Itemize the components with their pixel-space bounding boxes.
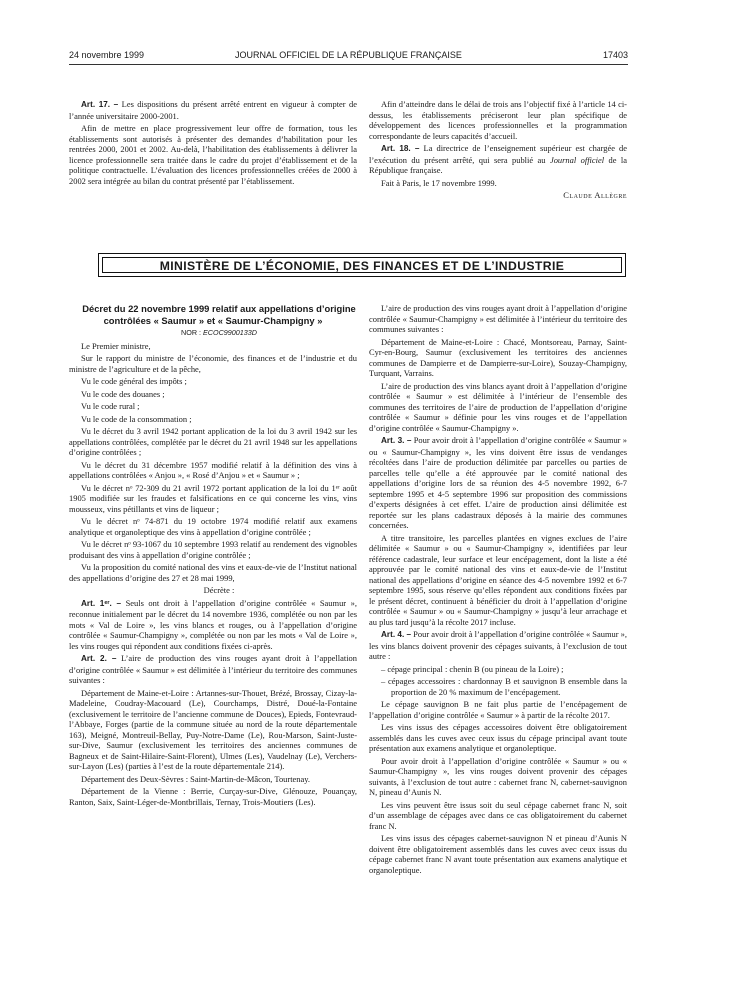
article-label: Art. 2. – bbox=[81, 654, 117, 663]
departement-deux-sevres: Département des Deux-Sèvres : Saint-Martin-de-Mâcon, Tourtenay. bbox=[81, 773, 311, 784]
ministry-box bbox=[98, 253, 626, 277]
decree-right-column bbox=[369, 303, 627, 877]
list-item: – cépage principal : chenin B (ou pineau de la Loire) ; bbox=[381, 663, 564, 674]
visa: Vu le code de la consommation ; bbox=[81, 413, 192, 424]
paragraph: A titre transitoire, les parcelles plantées en vignes exclues de l’aire délimitée « Saumur » ou « Saumur-Champigny », identifiées par leur référence cadastrale, leur surface et leur encépagement, dont la liste a été approuvée par le comité national des vins et eaux-de-vie de l’Institut national des appellations d’origine en séance des 4-5 novembre 1992 et 6-7 septembre 1995, sous réserve qu’elles répondent aux conditions fixées par le présent décret, continuent à bénéficier du droit à l’appellation d’origine contrôlée « Saumur » ou « Saumur-Champigny » jusqu’à leur arrachage et au plus tard jusqu’à la récolte 2017 incluse. bbox=[369, 532, 627, 627]
article-3: Art. 3. – Pour avoir droit à l’appellation d’origine contrôlée « Saumur » ou « Saumur-Champigny », les vins doivent être issus de vendanges récoltées dans l’aire de production délimitée par parcelles ou parties de parcelles telle qu’elle a été approuvée par le comité national des appellations d’origine lors de sa réunion des 4-5 novembre 1992, 6-7 septembre 1995 et 4-5 septembre 1996 sur proposition des commissions d’experts désignées à cet effet. L’aire de production ainsi délimitée est reportée sur les plans cadastraux déposés à la mairie des communes concernées. bbox=[369, 435, 627, 530]
visa: Vu le décret nᵒ 93-1067 du 10 septembre 1993 relatif au rendement des vignobles produisant des vins à appellation d’origine contrôlée ; bbox=[69, 539, 357, 560]
header-rule bbox=[69, 64, 628, 65]
visa: Vu le décret nᵒ 72-309 du 21 avril 1972 portant application de la loi du 1ᵉʳ août 1905 modifiée sur les fraudes et falsifications en ce qui concerne les vins, vins mousseux, vins pétillants et vins de liqueur ; bbox=[69, 482, 357, 514]
departement-vienne: Département de la Vienne : Berrie, Curçay-sur-Dive, Glénouze, Pouançay, Ranton, Saix, Saint-Léger-de-Montbrillais, Ternay, Trois-Moutiers (Les). bbox=[69, 786, 357, 807]
running-header bbox=[69, 50, 628, 64]
header-page-number: 17403 bbox=[602, 50, 628, 60]
article-label: Art. 3. – bbox=[381, 436, 412, 445]
article-2: Art. 2. – L’aire de production des vins rouges ayant droit à l’appellation d’origine contrôlée « Saumur » est délimitée à l’intérieur du territoire des communes suivantes : bbox=[69, 653, 357, 685]
decree-title: Décret du 22 novembre 1999 relatif aux appellations d’origine contrôlées « Saumur » et « Saumur-Champigny » bbox=[82, 303, 356, 326]
article-label: Art. 17. – bbox=[81, 100, 119, 109]
article-label: Art. 1ᵉʳ. – bbox=[81, 598, 122, 608]
paragraph: Les vins issus des cépages accessoires doivent être obligatoirement assemblés dans les cuves avec ceux issus du cépage principal avant toute présentation aux examens analytique et organoleptique. bbox=[369, 722, 627, 753]
report-line: Sur le rapport du ministre de l’économie, des finances et de l’industrie et du ministre de l’agriculture et de la pêche, bbox=[69, 353, 357, 374]
list-item: – cépages accessoires : chardonnay B et sauvignon B ensemble dans la proportion de 20 % maximum de l’encépagement. bbox=[381, 676, 627, 697]
top-right-column bbox=[369, 99, 627, 201]
visa: Vu la proposition du comité national des vins et eaux-de-vie de l’Institut national des appellations d’origine des 27 et 28 mai 1999, bbox=[69, 562, 357, 583]
signature: Claude Allègre bbox=[563, 190, 627, 200]
paragraph: Les vins peuvent être issus soit du seul cépage cabernet franc N, soit d’un assemblage de cépages avec dans ce cas obligatoirement du cabernet franc N. bbox=[369, 799, 627, 831]
visa: Vu le décret nᵒ 74-871 du 19 octobre 1974 modifié relatif aux examens analytique et organoleptique des vins à appellation d’origine contrôlée ; bbox=[69, 516, 357, 537]
visa: Vu le décret du 31 décembre 1957 modifié relatif à la définition des vins à appellations contrôlées « Anjou », « Rosé d’Anjou » et « Saumur » ; bbox=[69, 459, 357, 480]
done-at: Fait à Paris, le 17 novembre 1999. bbox=[381, 177, 497, 188]
header-title: JOURNAL OFFICIEL DE LA RÉPUBLIQUE FRANÇAISE bbox=[235, 50, 462, 60]
paragraph: Pour avoir droit à l’appellation d’origine contrôlée « Saumur » ou « Saumur-Champigny », les vins rouges doivent provenir des cépages suivants, à l’exclusion de tout autre : cabernet franc N, cabernet-sauvignon N, pineau d’Aunis N. bbox=[369, 755, 627, 797]
paragraph: Afin de mettre en place progressivement leur offre de formation, tous les établissements sont autorisés à présenter des demandes d’habilitation pour les rentrées 2000, 2001 et 2002. Au-delà, l’habilitation des établissements à délivrer la licence professionnelle sera traitée dans le cadre du projet d’établissement et de la politique contractuelle. L’évaluation des licences professionnelles créées de 2000 à 2002 sera intégrée au bilan du contrat présenté par l’établissement. bbox=[69, 123, 357, 186]
paragraph: L’aire de production des vins rouges ayant droit à l’appellation d’origine contrôlée « Saumur-Champigny » est délimitée à l’intérieur du territoire des communes suivantes : bbox=[369, 303, 627, 334]
paragraph: Les vins issus des cépages cabernet-sauvignon N et pineau d’Aunis N doivent être obligatoirement assemblés dans les cuves avec ceux issus du cépage cabernet franc N avant toute présentation aux examens analytique et organoleptique. bbox=[369, 833, 627, 875]
nor-line: NOR : ECOC9900133D bbox=[181, 328, 257, 337]
paragraph: Afin d’atteindre dans le délai de trois ans l’objectif fixé à l’article 14 ci-dessus, les établissements préciseront leur plan spécifique de développement des licences professionnelles et la programmation correspondante de leurs capacités d’accueil. bbox=[369, 99, 627, 141]
visa: Vu le code général des impôts ; bbox=[81, 376, 187, 386]
ministry-title: MINISTÈRE DE L’ÉCONOMIE, DES FINANCES ET DE L’INDUSTRIE bbox=[159, 259, 565, 273]
paragraph: Le cépage sauvignon B ne fait plus partie de l’encépagement de l’appellation d’origine contrôlée « Saumur » à partir de la récolte 2017. bbox=[369, 699, 627, 720]
article-1: Art. 1ᵉʳ. – Seuls ont droit à l’appellation d’origine contrôlée « Saumur », reconnue initialement par le décret du 14 novembre 1936, complétée ou non par les mots « Val de Loire », les vins blancs et rouges, ou à l’appellation d’origine contrôlée « Saumur-Champigny », complétée ou non par les mots « Val de Loire », les vins rouges qui répondent aux conditions fixées ci-après. bbox=[69, 597, 357, 651]
visa: Vu le décret du 3 avril 1942 portant application de la loi du 3 avril 1942 sur les appellations contrôlées, complétée par le décret du 21 avril 1948 sur les appellations d’origine contrôlées ; bbox=[69, 426, 357, 457]
top-left-column bbox=[69, 99, 357, 188]
decree-left-column bbox=[69, 303, 357, 809]
visa: Vu le code rural ; bbox=[81, 401, 140, 411]
nor-code: ECOC9900133D bbox=[203, 328, 257, 337]
decrete-heading: Décrète : bbox=[203, 585, 235, 595]
departement-maine-et-loire: Département de Maine-et-Loire : Artannes-sur-Thouet, Brézé, Brossay, Cizay-la-Madeleine, Coudray-Macouard (Le), Courchamps, Distré, Doué-la-Fontaine (exclusivement le territoire de l’ancienne commune de Douces), Epieds, Fontevraud-l’Abbaye, Forges (partie de la commune située au nord de la route départementale 163), Meigné, Montreuil-Bellay, Puy-Notre-Dame (Le), Rou-Marson, Saint-Juste-sur-Dive, Saumur (exclusivement les territoires des anciennes communes de Bagneux et de Saint-Hilaire-Saint-Florent), Ulmes (Les), Vaudelnay (Le), Verchers-sur-Layon (Les) (parties à l’est de la route départementale 214). bbox=[69, 687, 357, 771]
paragraph: Département de Maine-et-Loire : Chacé, Montsoreau, Parnay, Saint-Cyr-en-Bourg, Saumur (exclusivement les territoires des anciennes communes de Dampierre et de Dampierre-sur-Loire), Souzay-Champigny, Turquant, Varrains. bbox=[369, 336, 627, 378]
article-4: Art. 4. – Pour avoir droit à l’appellation d’origine contrôlée « Saumur », les vins blancs doivent provenir des cépages suivants, à l’exclusion de tout autre : bbox=[369, 629, 627, 661]
article-18: Art. 18. – La directrice de l’enseignement supérieur est chargée de l’exécution du présent arrêté, qui sera publié au Journal officiel de la République française. bbox=[369, 143, 627, 175]
journal-officiel-italic: Journal officiel bbox=[549, 154, 605, 165]
header-date: 24 novembre 1999 bbox=[69, 50, 145, 60]
article-label: Art. 18. – bbox=[381, 144, 420, 153]
article-label: Art. 4. – bbox=[381, 630, 412, 639]
paragraph: L’aire de production des vins blancs ayant droit à l’appellation d’origine contrôlée « Saumur » est délimitée à l’intérieur de l’ensemble des communes des territoires de l’aire de production de l’appellation d’origine contrôlée « Saumur » définie pour les vins rouges et de l’appellation d’origine contrôlée « Saumur-Champigny ». bbox=[369, 380, 627, 433]
article-17: Art. 17. – Les dispositions du présent arrêté entrent en vigueur à compter de l’année universitaire 2000-2001. bbox=[69, 99, 357, 121]
visa: Vu le code des douanes ; bbox=[81, 388, 165, 399]
premier-ministre: Le Premier ministre, bbox=[81, 340, 151, 351]
